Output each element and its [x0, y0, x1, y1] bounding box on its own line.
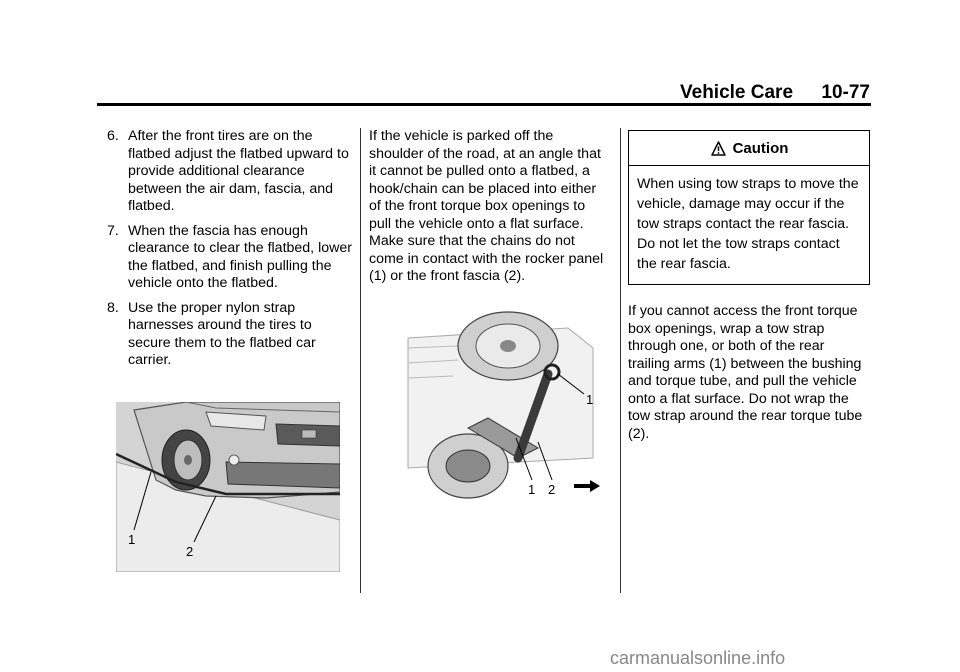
step-text: After the front tires are on the flatbed adjust the flatbed upward to provide additional clearance between the air dam, fascia, and flatbed.: [128, 128, 349, 214]
callout-2: 2: [186, 544, 194, 559]
forward-arrow-icon: [574, 480, 600, 492]
caution-header: [629, 131, 869, 166]
step-number: 6.: [107, 128, 119, 144]
column-1: [107, 128, 357, 377]
warning-icon: [710, 140, 727, 157]
caution-box: [628, 130, 870, 285]
column-3: [628, 130, 870, 443]
column-2: [369, 128, 607, 286]
flatbed-car-illustration: [116, 402, 340, 572]
header-rule: [97, 103, 871, 106]
caution-text: When using tow straps to move the vehicle, damage may occur if the tow straps contact the rear fascia. Do not let the tow straps contact the rear fascia.: [637, 176, 859, 272]
step-text: When the fascia has enough clearance to clear the flatbed, lower the flatbed, and finish pulling the vehicle onto the flatbed.: [128, 222, 352, 291]
tow-hook-underbody-illustration: [368, 308, 606, 503]
page-number: 10-77: [821, 82, 870, 103]
tow-strap-paragraph: If you cannot access the front torque box openings, wrap a tow strap through one, or both of the rear trailing arms (1) between the bushing and torque tube, and pull the vehicle onto a flat surface. Do not wrap the tow strap around the rear torque tube (2).: [628, 303, 863, 442]
step-item: [107, 300, 357, 370]
column-divider-left: [360, 128, 361, 593]
callout-bottom-2: 2: [548, 482, 556, 497]
column-divider-right: [620, 128, 621, 593]
callout-1: 1: [128, 532, 136, 547]
step-item: [107, 128, 357, 216]
step-number: 7.: [107, 222, 119, 239]
caution-title: Caution: [732, 139, 789, 157]
tow-hook-paragraph: If the vehicle is parked off the shoulder of the road, at an angle that it cannot be pulled onto a flatbed, a hook/chain can be placed into either of the front torque box openings to pull the vehicle onto a flat surface. Make sure that the chains do not come in contact with the rocker panel (1) or the front fascia (2).: [369, 128, 604, 284]
section-title: Vehicle Care: [680, 82, 794, 103]
callout-rocker-panel: 1: [586, 392, 594, 407]
step-number: 8.: [107, 299, 119, 316]
step-item: [107, 223, 357, 293]
callout-bottom-1: 1: [528, 482, 536, 497]
step-text: Use the proper nylon strap harnesses around the tires to secure them to the flatbed car carrier.: [128, 299, 316, 368]
watermark-text: carmanualsonline.info: [610, 648, 786, 668]
